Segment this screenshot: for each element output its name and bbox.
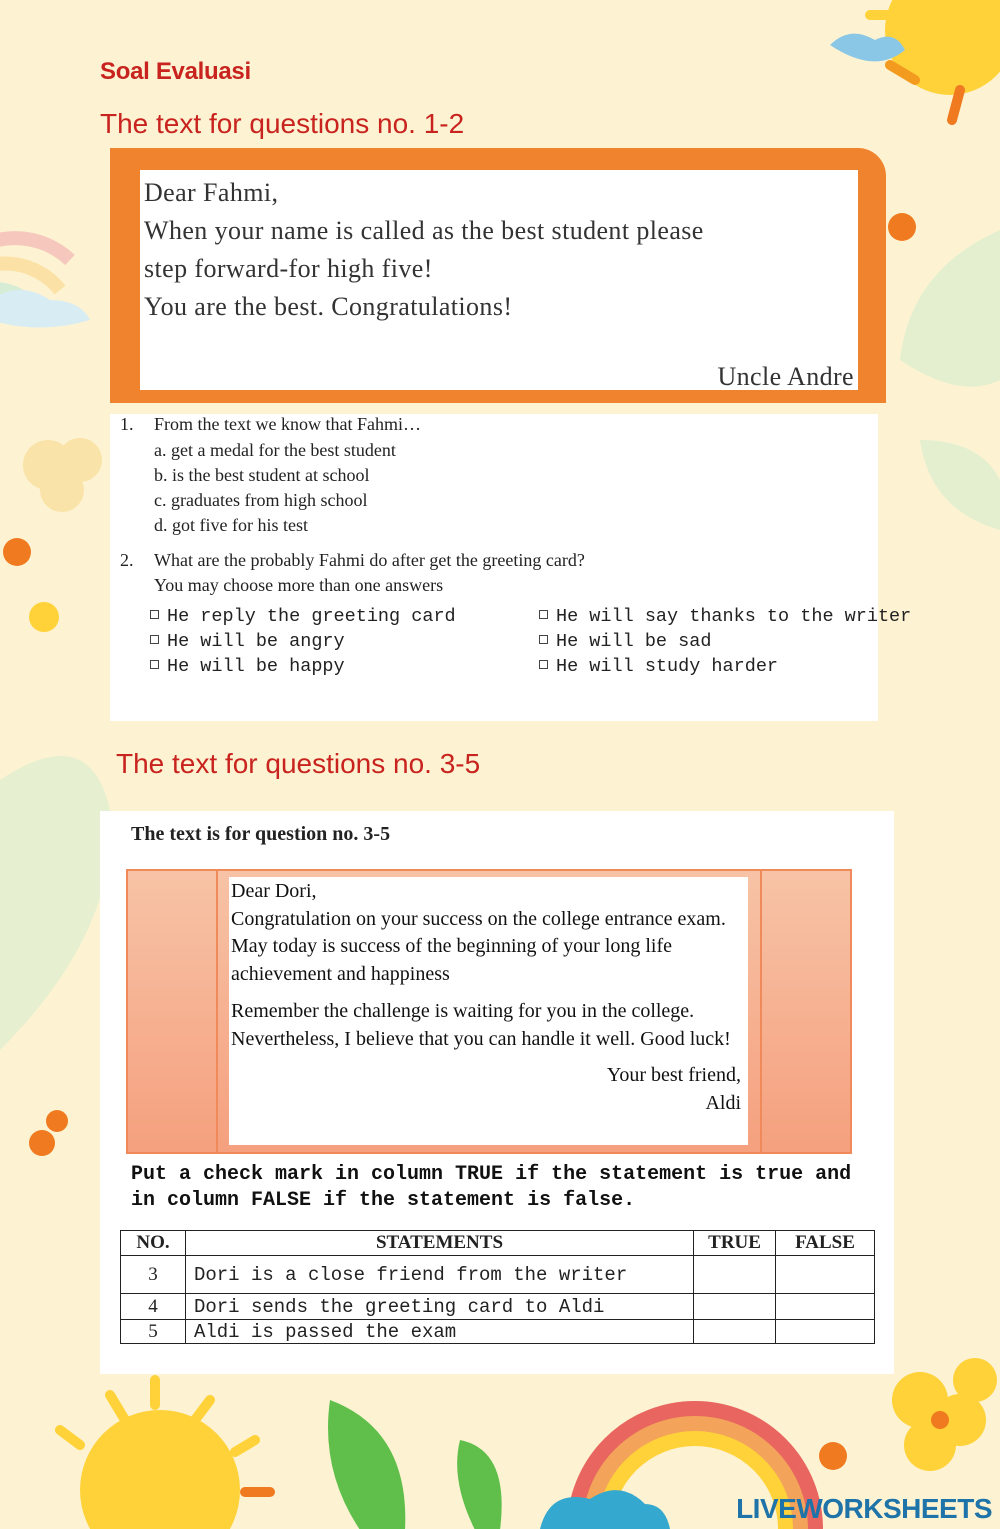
column-header: TRUE bbox=[694, 1231, 776, 1256]
instruction-text: Put a check mark in column TRUE if the statement is true and in column FALSE if the statement is false. bbox=[131, 1163, 852, 1212]
choice-checkbox[interactable] bbox=[150, 631, 345, 652]
table-header-row bbox=[121, 1231, 875, 1256]
greeting-card-2-text bbox=[231, 878, 745, 1117]
column-header: FALSE bbox=[776, 1231, 875, 1256]
checkbox-icon[interactable] bbox=[539, 660, 548, 669]
answer-option[interactable]: c. graduates from high school bbox=[154, 490, 368, 510]
letter-signature: Aldi bbox=[705, 1091, 741, 1114]
flower-left-icon bbox=[23, 438, 102, 512]
checkbox-icon[interactable] bbox=[150, 660, 159, 669]
letter-line: You are the best. Congratulations! bbox=[144, 292, 513, 321]
table-row bbox=[121, 1256, 875, 1294]
choice-checkbox[interactable] bbox=[539, 631, 711, 652]
question-number: 2. bbox=[120, 550, 134, 570]
checkbox-icon[interactable] bbox=[539, 610, 548, 619]
checkbox-icon[interactable] bbox=[150, 635, 159, 644]
choice-label: He will be happy bbox=[167, 656, 345, 677]
row-statement: Dori sends the greeting card to Aldi bbox=[185, 1294, 693, 1320]
leaf-right-icon bbox=[900, 230, 1000, 530]
column-header: NO. bbox=[121, 1231, 186, 1256]
answer-option[interactable]: a. get a medal for the best student bbox=[154, 440, 396, 460]
page-label: Soal Evaluasi bbox=[100, 58, 251, 85]
dot-icon bbox=[3, 538, 31, 566]
leaf-left-icon bbox=[0, 756, 111, 1050]
letter-greeting: Dear Dori, bbox=[231, 880, 317, 902]
true-false-table bbox=[120, 1230, 875, 1344]
letter-paragraph: Remember the challenge is waiting for you in the college. Nevertheless, I believe that you can handle it well. Good luck! bbox=[231, 1000, 731, 1050]
row-number: 4 bbox=[121, 1294, 186, 1320]
flower-bottom-right-icon bbox=[892, 1358, 997, 1471]
choice-checkbox[interactable] bbox=[150, 606, 456, 627]
dot-icon bbox=[46, 1110, 68, 1132]
row-statement: Aldi is passed the exam bbox=[185, 1320, 693, 1344]
sun-bottom-left-icon bbox=[60, 1380, 270, 1529]
row-number: 5 bbox=[121, 1320, 186, 1344]
dot-icon bbox=[819, 1442, 847, 1470]
question-2-text: What are the probably Fahmi do after get the greeting card? bbox=[154, 550, 585, 570]
answer-option[interactable]: d. got five for his test bbox=[154, 515, 308, 535]
card-divider bbox=[760, 871, 762, 1152]
choice-label: He will study harder bbox=[556, 656, 779, 677]
true-cell[interactable] bbox=[694, 1320, 776, 1344]
letter-line: When your name is called as the best student please bbox=[144, 216, 704, 245]
letter-line: step forward-for high five! bbox=[144, 254, 433, 283]
false-cell[interactable] bbox=[776, 1320, 875, 1344]
answer-option[interactable]: b. is the best student at school bbox=[154, 465, 370, 485]
leaf-bottom-icon bbox=[328, 1400, 405, 1529]
true-cell[interactable] bbox=[694, 1256, 776, 1294]
card-divider bbox=[216, 871, 218, 1152]
choice-checkbox[interactable] bbox=[539, 606, 911, 627]
question-number: 1. bbox=[120, 414, 134, 434]
checkbox-icon[interactable] bbox=[539, 635, 548, 644]
panel-title: The text is for question no. 3-5 bbox=[131, 823, 391, 845]
letter-paragraph: Congratulation on your success on the college entrance exam. May today is success of the beginning of your long life achievement and happiness bbox=[231, 907, 726, 985]
true-cell[interactable] bbox=[694, 1294, 776, 1320]
letter-closing: Your best friend, bbox=[606, 1064, 741, 1086]
liveworksheets-logo[interactable]: LIVEWORKSHEETS bbox=[736, 1493, 992, 1524]
choice-checkbox[interactable] bbox=[539, 656, 778, 677]
leaf-bottom-icon bbox=[457, 1440, 502, 1529]
row-statement: Dori is a close friend from the writer bbox=[185, 1256, 693, 1294]
table-row bbox=[121, 1320, 875, 1344]
question-2-hint: You may choose more than one answers bbox=[154, 575, 444, 595]
false-cell[interactable] bbox=[776, 1256, 875, 1294]
sun-top-right-icon bbox=[830, 0, 1000, 120]
choice-label: He will say thanks to the writer bbox=[556, 606, 912, 627]
choice-label: He will be sad bbox=[556, 631, 712, 652]
section1-title: The text for questions no. 1-2 bbox=[100, 108, 465, 139]
cloud-left-icon bbox=[0, 290, 90, 328]
question-1-text: From the text we know that Fahmi… bbox=[154, 414, 421, 434]
dot-icon bbox=[888, 213, 916, 241]
cloud-bottom-icon bbox=[540, 1490, 670, 1529]
greeting-card-text bbox=[144, 174, 844, 326]
column-header: STATEMENTS bbox=[185, 1231, 693, 1256]
checkbox-icon[interactable] bbox=[150, 610, 159, 619]
choice-label: He reply the greeting card bbox=[167, 606, 456, 627]
row-number: 3 bbox=[121, 1256, 186, 1294]
section2-title: The text for questions no. 3-5 bbox=[116, 748, 481, 779]
choice-checkbox[interactable] bbox=[150, 656, 345, 677]
dot-icon bbox=[29, 1130, 55, 1156]
letter-greeting: Dear Fahmi, bbox=[144, 178, 279, 207]
table-row bbox=[121, 1294, 875, 1320]
choice-label: He will be angry bbox=[167, 631, 345, 652]
letter-signature: Uncle Andre bbox=[717, 362, 854, 391]
dot-icon bbox=[29, 602, 59, 632]
false-cell[interactable] bbox=[776, 1294, 875, 1320]
